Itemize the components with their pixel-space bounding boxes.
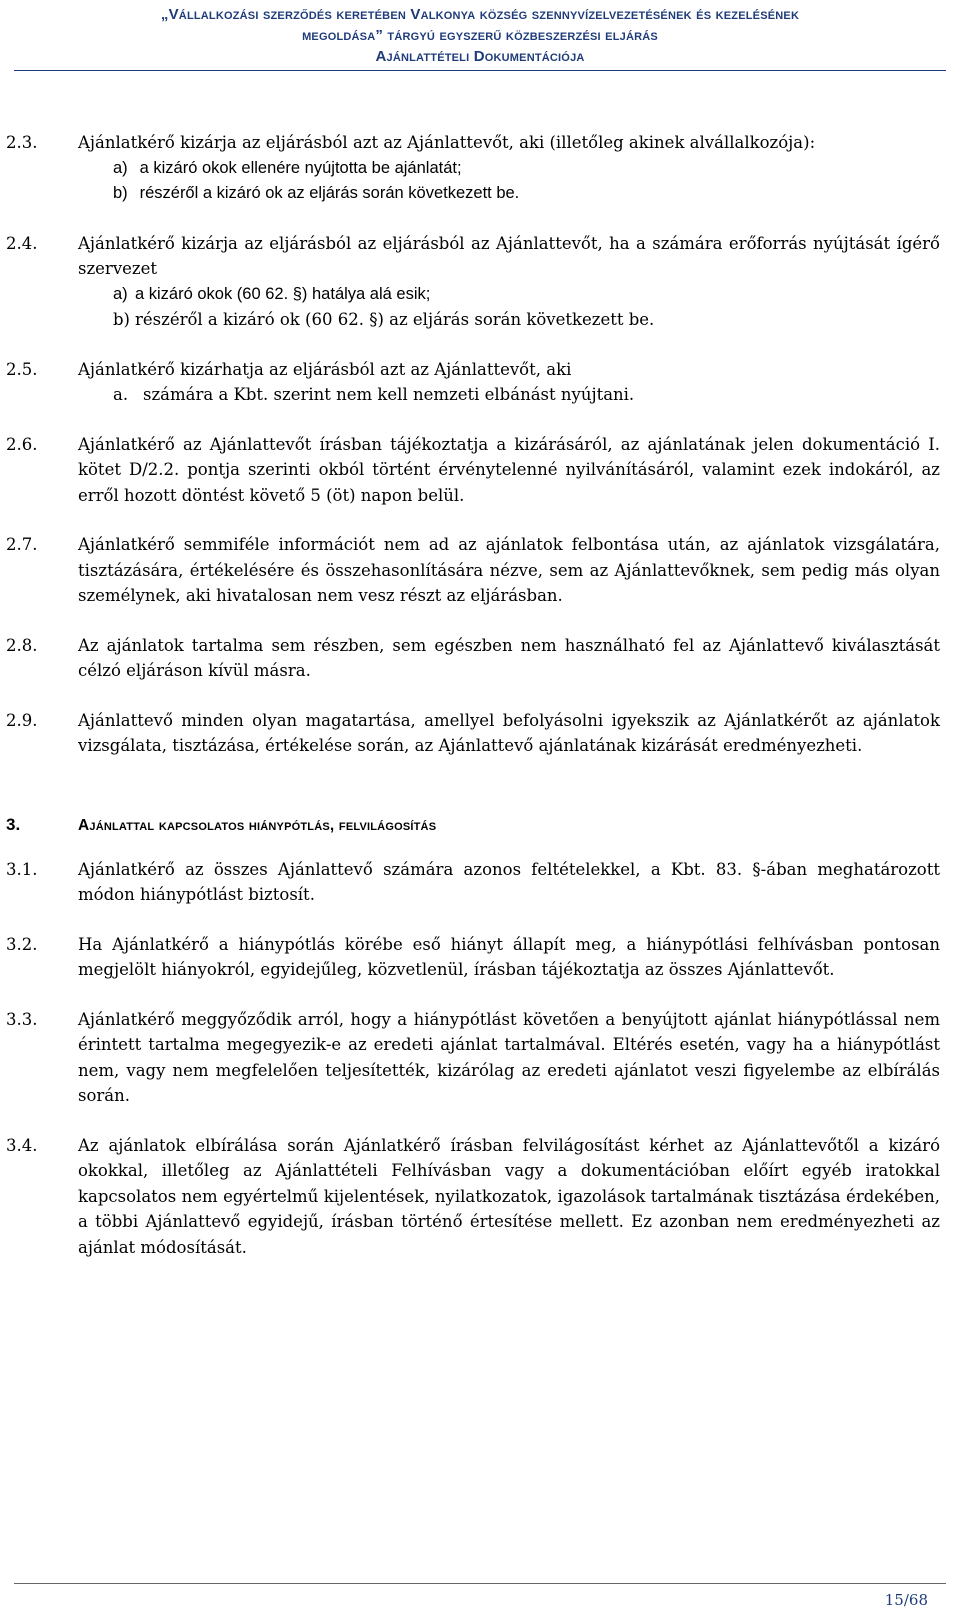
- clause-text: Az ajánlatok elbírálása során Ajánlatkérő írásban felvilágosítást kérhet az Ajánlattevőtől a kizáró okokkal, illetőleg az Ajánlattételi Felhívásban vagy a dokumentációban előírt egyéb iratokkal kapcsolatos nem egyértelmű kijelentések, nyilatkozatok, igazolások tartalmának tisztázása érdekében, a többi Ajánlattevő egyidejű, írásban történő értesítése mellett. Ez azonban nem eredményezheti az ajánlat módosítását.: [78, 1135, 940, 1257]
- clause-text: Ajánlatkérő kizárhatja az eljárásból azt az Ajánlattevőt, aki: [78, 359, 572, 379]
- clause-number: 2.7.: [6, 535, 38, 554]
- clause-2-7: [6, 532, 940, 609]
- clause-2-6: [6, 432, 940, 509]
- clause-text: Ajánlatkérő az Ajánlattevőt írásban tájékoztatja a kizárásáról, az ajánlatának jelen dokumentáció I. kötet D/2.2. pontja szerinti okból történt érvénytelenné nyilvánításáról, valamint ezek indokáról, az erről hozott döntést követő 5 (öt) napon belül.: [78, 434, 940, 505]
- clause-number: 2.6.: [6, 434, 38, 454]
- clause-number: 2.3.: [6, 133, 38, 152]
- clause-text: Ajánlatkérő kizárja az eljárásból az eljárásból az Ajánlattevőt, ha a számára erőforrás nyújtását ígérő szervezet: [78, 233, 940, 278]
- clause-text: Ajánlatkérő meggyőződik arról, hogy a hiánypótlást követően a benyújtott ajánlat hiánypótlással nem érintett tartalma megegyezik-e az eredeti ajánlat tartalmával. Eltérés esetén, vagy ha a hiánypótlást nem, vagy nem megfelelően teljesítették, kizárólag az eredeti ajánlatot veszi figyelembe az elbírálás során.: [78, 1009, 940, 1105]
- sub-item-text: részéről a kizáró ok az eljárás során következett be.: [139, 184, 520, 202]
- sub-item-tag: a.: [113, 385, 129, 404]
- sub-item-text: a kizáró okok (60 62. §) hatálya alá esik;: [135, 284, 431, 303]
- footer-divider: [14, 1583, 946, 1584]
- sub-item: [113, 156, 940, 182]
- clause-2-8: [6, 633, 940, 684]
- header-line-3: Ajánlattételi Dokumentációja: [375, 48, 585, 65]
- document-body: [6, 130, 940, 1284]
- sub-item-text: számára a Kbt. szerint nem kell nemzeti elbánást nyújtani.: [143, 385, 635, 404]
- section-title: Ajánlattal kapcsolatos hiánypótlás, felvilágosítás: [78, 816, 437, 834]
- section-heading: [6, 815, 940, 835]
- clause-number: 3.2.: [6, 934, 38, 954]
- clause-number: 2.8.: [6, 635, 38, 655]
- sub-item: [113, 307, 940, 333]
- sub-item: [113, 181, 940, 207]
- clause-text: Ajánlattevő minden olyan magatartása, amellyel befolyásolni igyekszik az Ajánlatkérőt az ajánlatok vizsgálata, tisztázása, értékelése során, az Ajánlattevő ajánlatának kizárását eredményezheti.: [78, 710, 940, 755]
- clause-3-3: [6, 1007, 940, 1109]
- clause-2-5: [6, 357, 940, 408]
- header-line-1: „Vállalkozási szerződés keretében Valkonya község szennyvízelvezetésének és kezelésének: [160, 6, 800, 23]
- clause-3-4: [6, 1133, 940, 1261]
- clause-text: Ajánlatkérő az összes Ajánlattevő számára azonos feltételekkel, a Kbt. 83. §-ában meghatározott módon hiánypótlást biztosít.: [78, 859, 940, 904]
- clause-3-2: [6, 932, 940, 983]
- clause-text: Az ajánlatok tartalma sem részben, sem egészben nem használható fel az Ajánlattevő kiválasztását célzó eljáráson kívül másra.: [78, 635, 940, 680]
- clause-text: Ha Ajánlatkérő a hiánypótlás körébe eső hiányt állapít meg, a hiánypótlási felhívásban pontosan megjelölt hiányokról, egyidejűleg, közvetlenül, írásban tájékoztatja az összes Ajánlattevőt.: [78, 934, 940, 979]
- clause-number: 2.4.: [6, 233, 38, 253]
- clause-number: 3.3.: [6, 1009, 38, 1029]
- clause-2-4: [6, 231, 940, 333]
- clause-2-9: [6, 708, 940, 759]
- clause-3-1: [6, 857, 940, 908]
- section-number: 3.: [6, 814, 21, 834]
- clause-text: Ajánlatkérő kizárja az eljárásból azt az Ajánlattevőt, aki (illetőleg akinek alvállalkozója):: [78, 133, 816, 152]
- sub-item-tag: a): [113, 284, 128, 303]
- sub-item-text: a kizáró okok ellenére nyújtotta be ajánlatát;: [139, 158, 462, 177]
- sub-item-tag: b): [113, 184, 128, 202]
- clause-number: 2.5.: [6, 359, 38, 379]
- sub-item-text: részéről a kizáró ok (60 62. §) az eljárás során következett be.: [135, 310, 655, 329]
- page-number: 15/68: [884, 1591, 928, 1609]
- document-header: [0, 4, 960, 67]
- clause-text: Ajánlatkérő semmiféle információt nem ad az ajánlatok felbontása után, az ajánlatok vizsgálatára, tisztázására, értékelésére és összehasonlítására nézve, sem az Ajánlattevőknek, sem pedig más olyan személynek, aki hivatalosan nem vesz részt az eljárásban.: [78, 535, 940, 605]
- sub-item-tag: b): [113, 310, 130, 329]
- sub-item: [113, 282, 940, 308]
- header-line-2: megoldása” tárgyú egyszerű közbeszerzési eljárás: [302, 27, 658, 44]
- clause-number: 2.9.: [6, 710, 38, 730]
- header-divider: [14, 70, 946, 71]
- sub-item-tag: a): [113, 158, 128, 177]
- clause-number: 3.4.: [6, 1135, 38, 1155]
- sub-item: [113, 382, 940, 408]
- clause-number: 3.1.: [6, 859, 38, 879]
- clause-2-3: [6, 130, 940, 207]
